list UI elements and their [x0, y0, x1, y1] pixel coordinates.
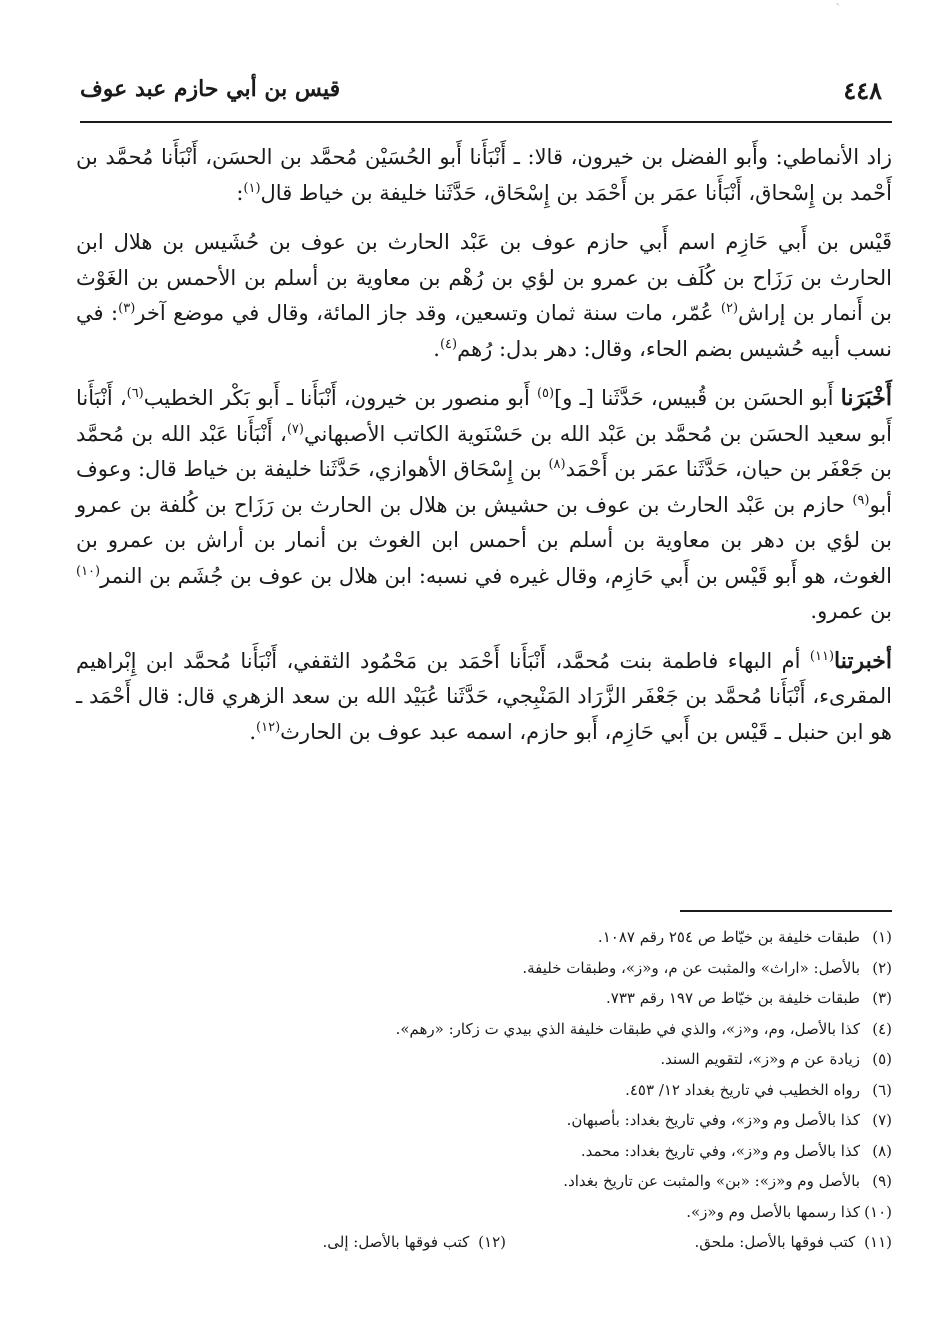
footnote-text: كتب فوقها بالأصل: ملحق. — [694, 1233, 856, 1251]
footnote-rule — [680, 910, 892, 912]
footnote-5 — [72, 1044, 892, 1075]
footnote-10 — [72, 1197, 892, 1228]
footnote-ref: (٧) — [286, 421, 304, 437]
footnote-text: كتب فوقها بالأصل: إلى. — [322, 1233, 470, 1251]
footnote-number: (٨) — [872, 1141, 892, 1160]
footnote-ref: (٥) — [536, 386, 555, 401]
footnote-ref: (٩) — [852, 492, 870, 508]
main-text — [76, 140, 892, 764]
footnote-number: (٤) — [872, 1019, 892, 1038]
text-run: . — [249, 719, 257, 744]
footnote-9 — [72, 1166, 892, 1197]
footnote-ref: (٦) — [126, 386, 144, 401]
footnote-last-row — [72, 1227, 892, 1257]
footnote-8 — [72, 1136, 892, 1167]
footnote-list — [72, 922, 892, 1227]
text-run: بن عمرو. — [810, 599, 892, 623]
footnote-text: رواه الخطيب في تاريخ بغداد ١٢/ ٤٥٣. — [625, 1080, 860, 1099]
scan-mark: ` — [835, 2, 842, 18]
text-run: . — [433, 336, 440, 361]
text-run: حازم بن عَبْد الحارث بن عوف بن حشيش بن هلال بن الحارث بن رَزَاح بن كُلفة بن عمرو بن لؤي بن دهر بن معاوية بن أسلم بن أحمس ابن الغوث بن أنمار بن أراش بن عمرو بن الغوث، هو أَبو قَيْس بن أَبي حَازِم، وقال غيره في نسبه: ابن هلال بن عوف بن جُشَم بن النمر — [76, 492, 892, 588]
paragraph-3 — [76, 381, 892, 630]
footnote-number: (١١) — [864, 1233, 892, 1251]
footnote-text: كذا بالأصل، وم، و«ز»، والذي في طبقات خليفة الذي بيدي ت زكار: «رهم». — [395, 1019, 860, 1038]
footnote-number: (١٢) — [478, 1233, 506, 1251]
paragraph-2 — [76, 225, 892, 367]
paragraph-lead-word: أَخْبَرَنا — [840, 385, 892, 411]
page-header — [80, 72, 888, 108]
text-run: أم البهاء فاطمة بنت مُحمَّد، أَنْبَأَنا أَحْمَد بن مَحْمُود الثقفي، أَنْبَأَنا مُحمَّد ابن إِبْراهيم المقرىء، أَنْبَأَنا مُحمَّد بن جَعْفَر الزَّرَاد المَنْبِجي، حَدَّثَنا عُبَيْد الله بن سعد الزهري قال: قال أَحْمَد ـ هو ابن حنبل ـ قَيْس بن أَبي حَازِم، أَبو حازم، اسمه عبد عوف بن الحارث — [76, 648, 892, 744]
paragraph-1 — [76, 140, 892, 211]
text-run: عُمّر، مات سنة ثمان وتسعين، وقد جاز المائة، وقال في موضع آخر — [135, 301, 721, 325]
text-run: : — [236, 180, 244, 205]
footnote-number: (٣) — [872, 989, 892, 1007]
footnote-number: (١٠) — [864, 1202, 892, 1221]
footnote-text: بالأصل وم و«ز»: «بن» والمثبت عن تاريخ بغداد. — [563, 1172, 860, 1190]
footnote-number: (١) — [872, 928, 892, 946]
footnote-number: (٩) — [872, 1172, 892, 1190]
running-title: قيس بن أبي حازم عبد عوف — [80, 76, 341, 102]
footnote-text: كذا رسمها بالأصل وم و«ز». — [686, 1202, 860, 1221]
footnote-number: (٦) — [872, 1080, 892, 1099]
paragraph-4 — [76, 644, 892, 751]
footnote-text: كذا بالأصل وم و«ز»، وفي تاريخ بغداد: بأصبهان. — [566, 1111, 860, 1129]
footnote-1 — [72, 922, 892, 953]
footnote-11 — [695, 1227, 892, 1258]
footnote-text: طبقات خليفة بن خيّاط ص ٢٥٤ رقم ١٠٨٧. — [597, 928, 860, 946]
header-rule — [80, 121, 892, 123]
text-run: زاد الأنماطي: وأَبو الفضل بن خيرون، قالا: ـ أَنْبَأَنا أَبو الحُسَيْن مُحمَّد بن الحسَن، أَنْبَأَنا مُحمَّد بن أَحْمد بن إِسْحاق، أَنْبَأَنا عمَر بن أَحْمَد بن إِسْحَاق، حَدَّثَنا خليفة بن خياط قال — [76, 145, 892, 205]
footnote-text: كذا بالأصل وم و«ز»، وفي تاريخ بغداد: محمد. — [580, 1141, 860, 1160]
page-number: ٤٤٨ — [843, 76, 882, 105]
footnote-text: بالأصل: «اراث» والمثبت عن م، و«ز»، وطبقات خليفة. — [522, 958, 860, 977]
footnote-ref: (٣) — [118, 301, 136, 316]
footnote-3 — [72, 983, 892, 1014]
paragraph-lead-word: أخبرتنا — [834, 647, 892, 674]
footnotes — [72, 922, 892, 1257]
footnote-ref: (١) — [243, 180, 261, 196]
text-run: قَيْس بن أَبي حَازِم اسم أَبي حازم عوف بن عَبْد الحارث بن عوف بن حُشَيس بن هلال ابن الحارث بن رَزَاح بن كُلَف بن عمرو بن لؤي بن رُهْم بن معاوية بن أسلم بن الأحمس بن الغَوْث بن أَنمار بن إراش — [76, 230, 892, 325]
footnote-7 — [72, 1105, 892, 1136]
footnote-number: (٥) — [872, 1050, 892, 1068]
footnote-6 — [72, 1075, 892, 1106]
footnote-ref: (٤) — [439, 336, 458, 352]
footnote-ref: (١١) — [809, 648, 835, 664]
footnote-number: (٢) — [872, 958, 892, 977]
footnote-ref: (١٠) — [76, 563, 101, 579]
text-run: : في نسب أبيه حُشيس بضم الحاء، وقال: دهر بدل: رُهم — [76, 301, 892, 361]
footnote-2 — [72, 953, 892, 984]
text-run: ، أَنْبَأَنا أَبو سعيد الحسَن بن مُحمَّد بن عَبْد الله بن حَسْنَوية الكاتب الأصبهاني — [76, 386, 892, 446]
footnote-4 — [72, 1014, 892, 1045]
footnote-text: طبقات خليفة بن خيّاط ص ١٩٧ رقم ٧٣٣. — [605, 989, 860, 1007]
footnote-12 — [322, 1227, 506, 1258]
text-run: أَبو الحسَن بن قُبيس، حَدَّثَنا [ـ و] — [554, 386, 841, 410]
footnote-number: (٧) — [872, 1111, 892, 1129]
text-run: أَبو منصور بن خيرون، أَنْبَأَنا ـ أَبو بَكْر الخطيب — [143, 386, 537, 410]
footnote-ref: (٨) — [548, 457, 566, 472]
text-run: بن إِسْحَاق الأهوازي، حَدَّثَنا خليفة بن خياط قال: وعوف أبو — [76, 457, 892, 517]
footnote-ref: (٢) — [720, 301, 739, 316]
text-run: ، أَنْبَأَنا عَبْد الله بن مُحمَّد بن جَعْفَر بن حيان، حَدَّثَنا عمَر بن أَحْمَد — [76, 421, 893, 481]
footnote-text: زيادة عن م و«ز»، لتقويم السند. — [660, 1050, 860, 1068]
footnote-ref: (١٢) — [256, 719, 281, 735]
